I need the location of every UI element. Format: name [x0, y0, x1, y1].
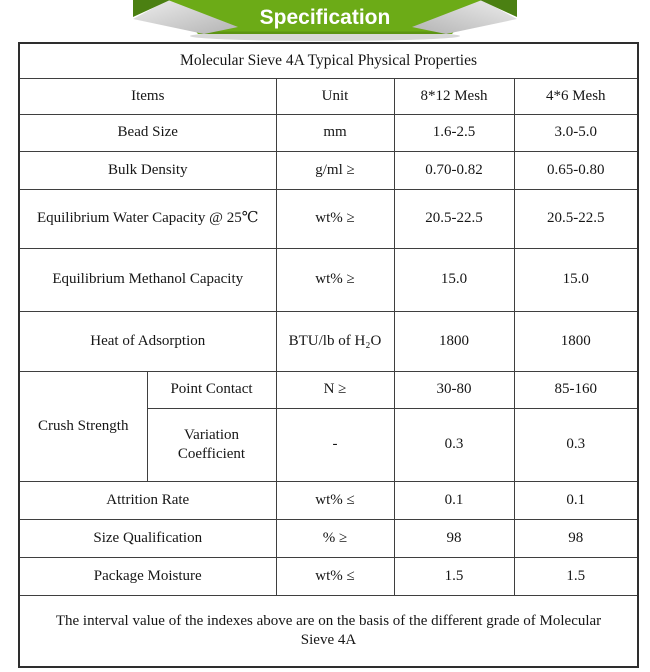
value-cell: 1800 — [514, 311, 638, 371]
value-cell: 15.0 — [394, 248, 514, 311]
value-cell: 0.65-0.80 — [514, 151, 638, 189]
footer-note-line1: The interval value of the indexes above are on the basis of the different grade of Molecular — [55, 613, 602, 629]
unit-cell: % ≥ — [276, 519, 394, 557]
unit-cell: BTU/lb of H₂O — [276, 311, 394, 371]
subitem-cell: Variation Coefficient — [147, 408, 276, 481]
value-cell: 15.0 — [514, 248, 638, 311]
value-cell: 98 — [514, 519, 638, 557]
value-cell: 20.5-22.5 — [514, 189, 638, 248]
unit-cell: - — [276, 408, 394, 481]
header-mesh1: 8*12 Mesh — [394, 78, 514, 114]
header-unit: Unit — [276, 78, 394, 114]
footer-note — [19, 595, 638, 667]
subitem-cell: Point Contact — [147, 371, 276, 408]
item-cell: Size Qualification — [19, 519, 276, 557]
item-cell: Equilibrium Methanol Capacity — [19, 248, 276, 311]
ribbon-graphic — [0, 0, 650, 44]
row-water-capacity — [19, 189, 638, 248]
value-cell: 20.5-22.5 — [394, 189, 514, 248]
header-row — [19, 78, 638, 114]
item-cell: Attrition Rate — [19, 481, 276, 519]
value-cell: 1800 — [394, 311, 514, 371]
header-mesh2: 4*6 Mesh — [514, 78, 638, 114]
item-cell: Bead Size — [19, 114, 276, 151]
header-items: Items — [19, 78, 276, 114]
spec-table — [18, 42, 639, 668]
unit-cell: wt% ≥ — [276, 248, 394, 311]
item-cell: Bulk Density — [19, 151, 276, 189]
unit-cell: wt% ≤ — [276, 481, 394, 519]
value-cell: 0.1 — [514, 481, 638, 519]
value-cell: 1.6-2.5 — [394, 114, 514, 151]
value-cell: 30-80 — [394, 371, 514, 408]
value-cell: 0.3 — [394, 408, 514, 481]
specification-ribbon — [0, 0, 650, 44]
value-cell: 1.5 — [394, 557, 514, 595]
unit-cell: N ≥ — [276, 371, 394, 408]
ribbon-label: Specification — [259, 6, 391, 29]
row-point-contact — [19, 371, 638, 408]
table-footer-row — [19, 595, 638, 667]
item-cell: Heat of Adsorption — [19, 311, 276, 371]
row-size-qualification — [19, 519, 638, 557]
row-heat-adsorption — [19, 311, 638, 371]
item-cell: Package Moisture — [19, 557, 276, 595]
unit-cell: wt% ≥ — [276, 189, 394, 248]
table-title-row — [19, 43, 638, 78]
item-cell-crush-strength: Crush Strength — [19, 371, 147, 481]
unit-cell: wt% ≤ — [276, 557, 394, 595]
value-cell: 3.0-5.0 — [514, 114, 638, 151]
unit-cell: mm — [276, 114, 394, 151]
value-cell: 0.3 — [514, 408, 638, 481]
table-title: Molecular Sieve 4A Typical Physical Properties — [19, 43, 638, 78]
footer-note-line2: Sieve 4A — [300, 631, 357, 648]
value-cell: 0.1 — [394, 481, 514, 519]
row-bead-size — [19, 114, 638, 151]
row-attrition-rate — [19, 481, 638, 519]
unit-cell: g/ml ≥ — [276, 151, 394, 189]
ribbon-panel-edge — [199, 32, 451, 35]
item-cell: Equilibrium Water Capacity @ 25℃ — [19, 189, 276, 248]
value-cell: 0.70-0.82 — [394, 151, 514, 189]
value-cell: 1.5 — [514, 557, 638, 595]
value-cell: 98 — [394, 519, 514, 557]
value-cell: 85-160 — [514, 371, 638, 408]
row-bulk-density — [19, 151, 638, 189]
row-package-moisture — [19, 557, 638, 595]
row-methanol-capacity — [19, 248, 638, 311]
